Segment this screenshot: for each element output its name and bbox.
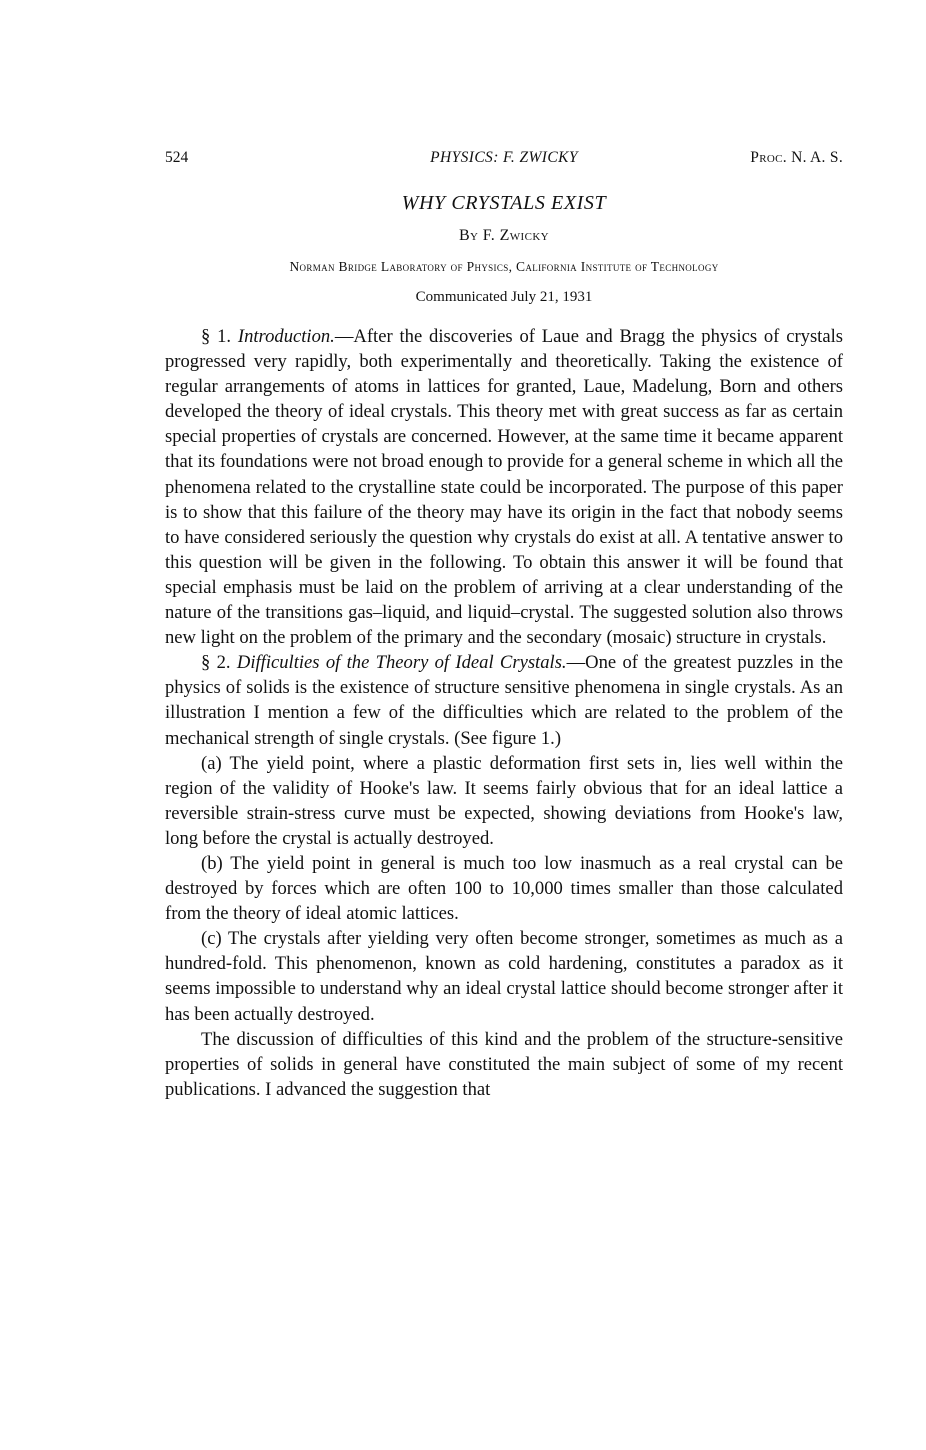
list-item-text: The crystals after yielding very often become stronger, sometimes as much as a hundred-fold. This phenomenon, known as cold hardening, constitutes a paradox as it seems impossible to understand why an ideal crystal lattice should become stronger after it has been actually destroyed.	[165, 928, 843, 1025]
journal-name: Proc. N. A. S.	[750, 149, 843, 166]
list-item-label: (b)	[201, 852, 223, 874]
document-page	[165, 146, 843, 1102]
section-2-marker: § 2.	[201, 652, 231, 674]
section-2-paragraph	[165, 650, 843, 750]
list-item-label: (c)	[201, 928, 222, 950]
list-item-text: The yield point, where a plastic deformation first sets in, lies well within the region of the validity of Hooke's law. It seems fairly obvious that for an ideal lattice a reversible strain-stress curve must be expected, showing deviations from Hooke's law, long before the crystal is actually destroyed.	[165, 752, 843, 849]
section-2-heading: Difficulties of the Theory of Ideal Crystals.	[236, 652, 567, 674]
list-item-a	[165, 751, 843, 851]
section-1-marker: § 1.	[201, 326, 232, 347]
article-body	[165, 324, 843, 1102]
article-title: WHY CRYSTALS EXIST	[401, 192, 607, 214]
running-header	[165, 146, 843, 170]
communicated-date: Communicated July 21, 1931	[415, 289, 593, 305]
list-item-c	[165, 926, 843, 1026]
list-item-b	[165, 851, 843, 926]
article-affiliation: Norman Bridge Laboratory of Physics, California Institute of Technology	[289, 259, 719, 274]
section-2-text: —One of the greatest puzzles in the physics of solids is the existence of structure sensitive phenomena in single crystals. As an illustration I mention a few of the difficulties which are related to the problem of the mechanical strength of single crystals. (See figure 1.)	[165, 652, 843, 749]
running-title: PHYSICS: F. ZWICKY	[430, 149, 578, 166]
article-author: By F. Zwicky	[458, 227, 550, 244]
closing-paragraph: The discussion of difficulties of this kind and the problem of the structure-sensitive properties of solids in general have constituted the main subject of some of my recent publications. I advanced the suggestion that	[165, 1028, 843, 1100]
section-1-text: —After the discoveries of Laue and Bragg the physics of crystals progressed very rapidly, both experimentally and theoretically. Taking the existence of regular arrangements of atoms in lattices for granted, Laue, Madelung, Born and others developed the theory of ideal crystals. This theory met with great success as far as certain special properties of crystals are concerned. However, at the same time it became apparent that its foundations were not broad enough to provide for a general scheme in which all the phenomena related to the crystalline state could be incorporated. The purpose of this paper is to show that this failure of the theory may have its origin in the fact that nobody seems to have considered seriously the question why crystals do exist at all. A tentative answer to this question will be given in the following. To obtain this answer it will be found that special emphasis must be laid on the problem of arriving at a clear understanding of the nature of the transitions gas–liquid, and liquid–crystal. The suggested solution also throws new light on the problem of the primary and the secondary (mosaic) structure in crystals.	[165, 326, 844, 649]
section-1-paragraph	[165, 324, 843, 650]
section-1-heading: Introduction.	[237, 326, 335, 347]
list-item-text: The yield point in general is much too low inasmuch as a real crystal can be destroyed by forces which are often 100 to 10,000 times smaller than those calculated from the theory of ideal atomic lattices.	[165, 852, 843, 925]
list-item-label: (a)	[201, 752, 222, 774]
page-number: 524	[165, 149, 189, 166]
